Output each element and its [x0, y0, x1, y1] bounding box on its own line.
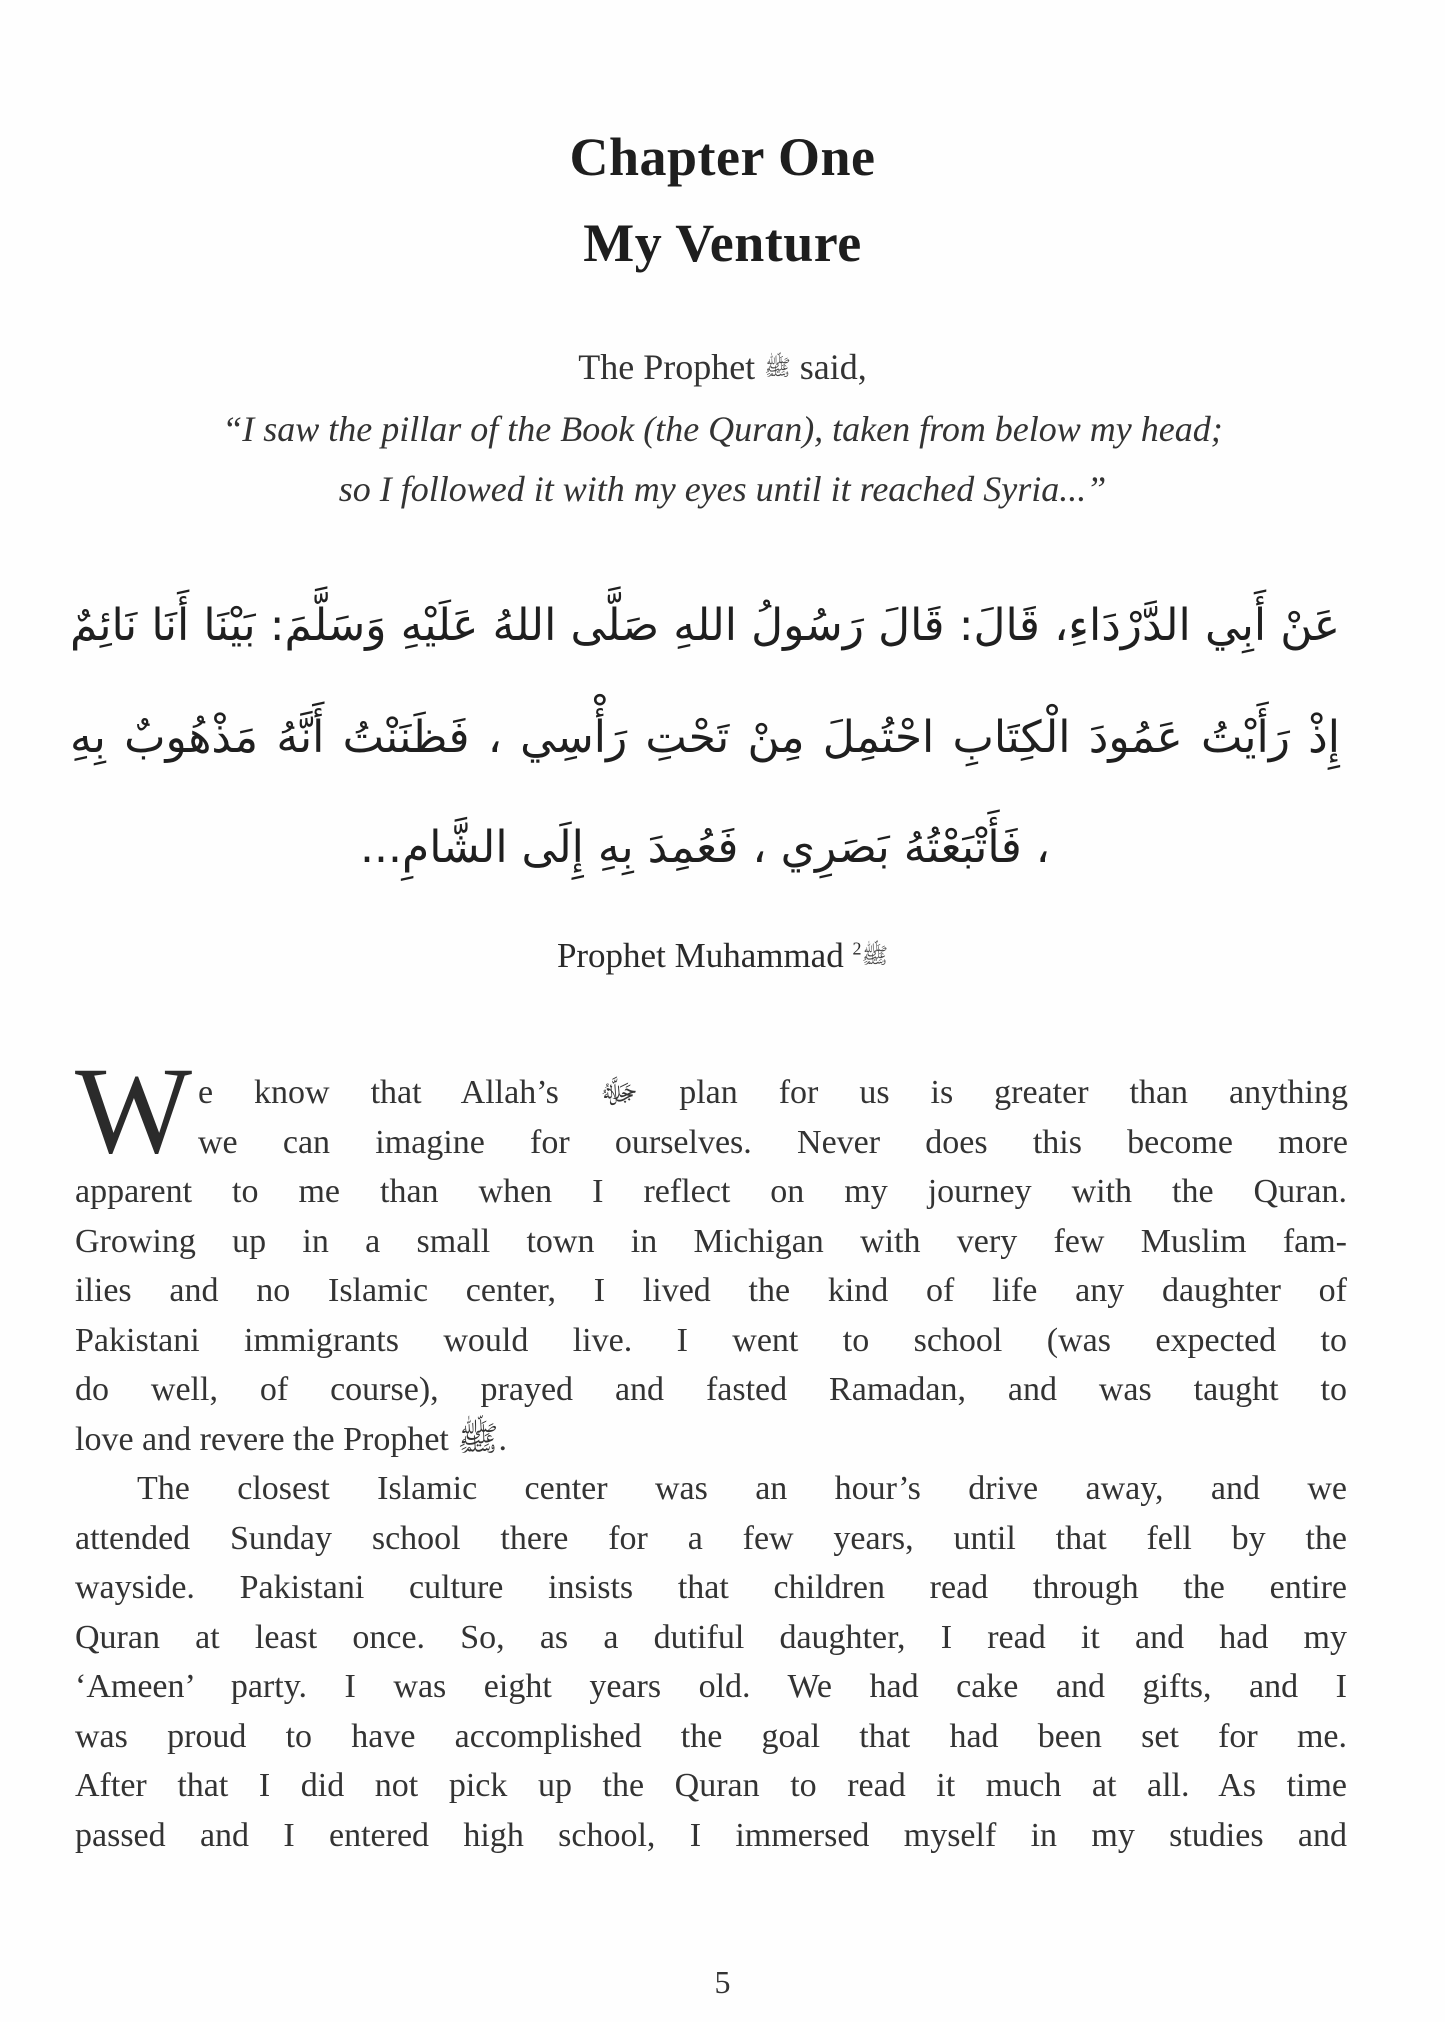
text-line: attended Sunday school there for a few years, until that fell by the [75, 1519, 1347, 1557]
text-line: do well, of course), prayed and fasted Ramadan, and was taught to [75, 1371, 1347, 1408]
text-line: The closest Islamic center was an hour’s drive away, and we [137, 1470, 1347, 1507]
epigraph-quote-line-1: “I saw the pillar of the Book (the Quran), taken from below my head; [222, 409, 1223, 449]
hadith-attribution [0, 936, 1445, 976]
paragraph-1-opening [198, 1068, 1348, 1167]
page-number: 5 [714, 1964, 731, 2000]
text-line: passed and I entered high school, I immersed myself in my studies and [75, 1816, 1347, 1854]
chapter-title: My Venture [583, 213, 862, 273]
epigraph-quote-line-2: so I followed it with my eyes until it reached Syria...” [338, 469, 1107, 509]
epigraph-intro [80, 346, 1365, 388]
epigraph-intro-after: said, [799, 347, 867, 387]
paragraph-2 [75, 1464, 1347, 1860]
salawat-symbol: ﷺ [764, 356, 791, 381]
drop-cap: W [75, 1042, 193, 1179]
text-line: e know that Allah’s ﷻ plan for us is greater than anything [198, 1074, 1348, 1111]
text-line: ilies and no Islamic center, I lived the kind of life any daughter of [75, 1272, 1347, 1309]
arabic-hadith-line-2: إِذْ رَأَيْتُ عَمُودَ الْكِتَابِ احْتُمِلَ مِنْ تَحْتِ رَأْسِي ، فَظَنَنْتُ أَنَّهُ مَذْهُوبٌ بِهِ [70, 712, 1340, 763]
text-line: Pakistani immigrants would live. I went to school (was expected to [75, 1321, 1347, 1359]
text-line: ‘Ameen’ party. I was eight years old. We had cake and gifts, and I [75, 1668, 1347, 1705]
text-line: Quran at least once. So, as a dutiful daughter, I read it and had my [75, 1618, 1347, 1656]
attribution-name: Prophet Muhammad [556, 936, 844, 975]
text-line: love and revere the Prophet ﷺ. [75, 1420, 507, 1458]
text-line: apparent to me than when I reflect on my journey with the Quran. [75, 1173, 1347, 1210]
text-line: was proud to have accomplished the goal that had been set for me. [75, 1717, 1347, 1755]
arabic-hadith-line-3: ، فَأَتْبَعْتُهُ بَصَرِي ، فَعُمِدَ بِهِ إِلَى الشَّامِ... [360, 822, 1050, 873]
text-line: Growing up in a small town in Michigan with very few Muslim fam- [75, 1222, 1347, 1260]
text-line: After that I did not pick up the Quran to read it much at all. As time [75, 1767, 1347, 1804]
arabic-hadith-line-1: عَنْ أَبِي الدَّرْدَاءِ، قَالَ: قَالَ رَسُولُ اللهِ صَلَّى اللهُ عَلَيْهِ وَسَلَّمَ: بَيْنَا أَنَا نَائِمٌ [70, 600, 1340, 651]
salawat-symbol: ﷺ [861, 944, 889, 969]
chapter-label: Chapter One [569, 127, 876, 187]
text-line: we can imagine for ourselves. Never does this become more [198, 1123, 1348, 1161]
epigraph-intro-before: The Prophet [578, 347, 756, 387]
text-line: wayside. Pakistani culture insists that children read through the entire [75, 1569, 1347, 1606]
footnote-marker: 2 [852, 938, 862, 959]
paragraph-1-body [75, 1167, 1347, 1464]
